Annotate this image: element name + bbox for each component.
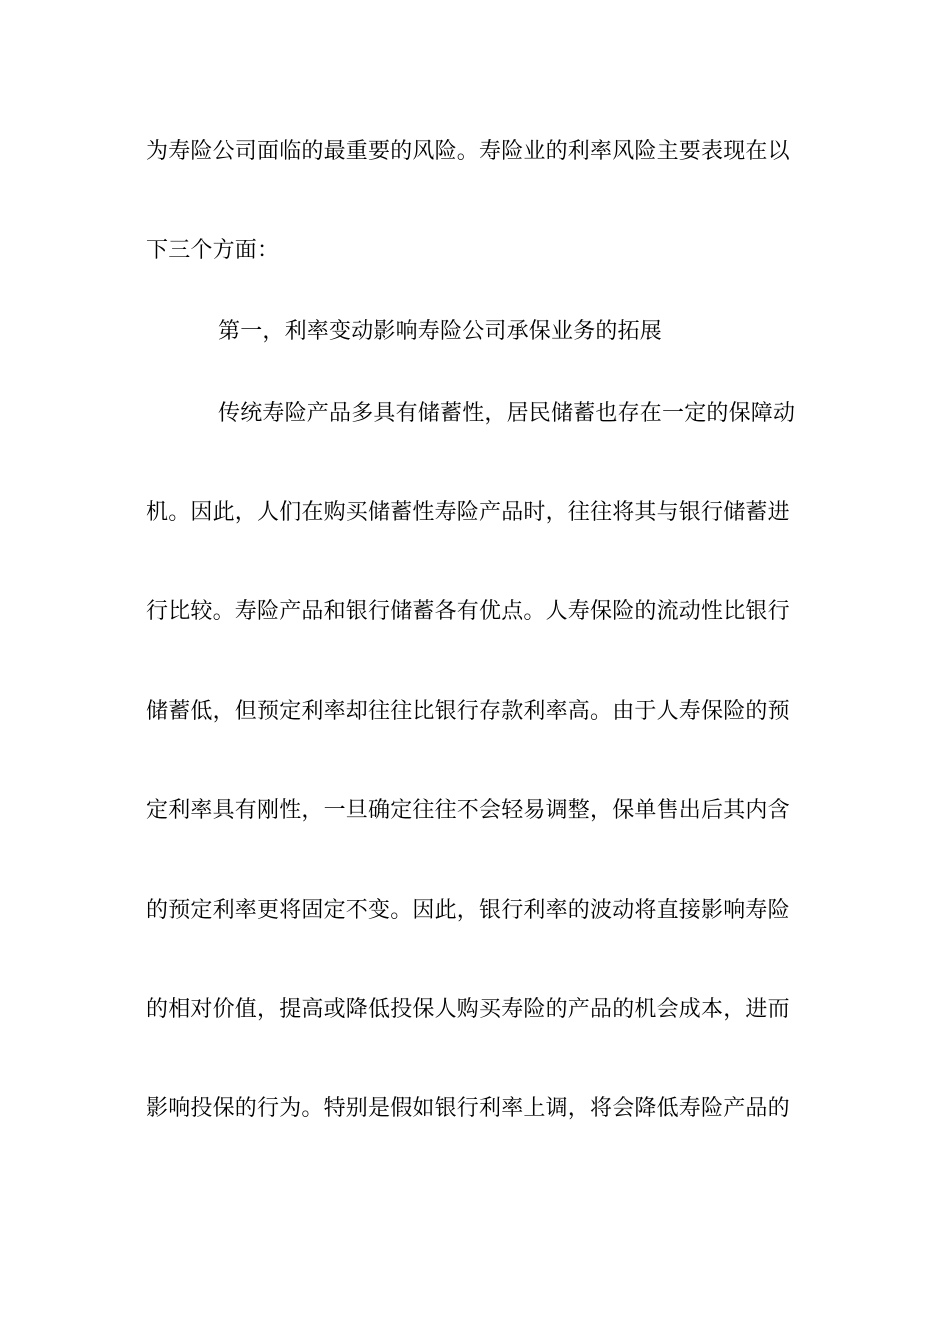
paragraph-line: 下三个方面：: [146, 238, 280, 263]
paragraph-line: 为寿险公司面临的最重要的风险。寿险业的利率风险主要表现在以: [146, 139, 790, 164]
paragraph-line: 储蓄低，但预定利率却往往比银行存款利率高。由于人寿保险的预: [146, 699, 790, 724]
paragraph-line: 的相对价值，提高或降低投保人购买寿险的产品的机会成本，进而: [146, 997, 790, 1022]
paragraph-line: 的预定利率更将固定不变。因此，银行利率的波动将直接影响寿险: [146, 898, 790, 923]
paragraph-line: 行比较。寿险产品和银行储蓄各有优点。人寿保险的流动性比银行: [146, 599, 790, 624]
paragraph-first-line: 传统寿险产品多具有储蓄性，居民储蓄也存在一定的保障动: [218, 401, 796, 426]
section-heading: 第一，利率变动影响寿险公司承保业务的拓展: [218, 319, 663, 344]
paragraph-line: 影响投保的行为。特别是假如银行利率上调，将会降低寿险产品的: [146, 1096, 790, 1121]
paragraph-line: 定利率具有刚性，一旦确定往往不会轻易调整，保单售出后其内含: [146, 798, 790, 823]
paragraph-line: 机。因此，人们在购买储蓄性寿险产品时，往往将其与银行储蓄进: [146, 500, 790, 525]
